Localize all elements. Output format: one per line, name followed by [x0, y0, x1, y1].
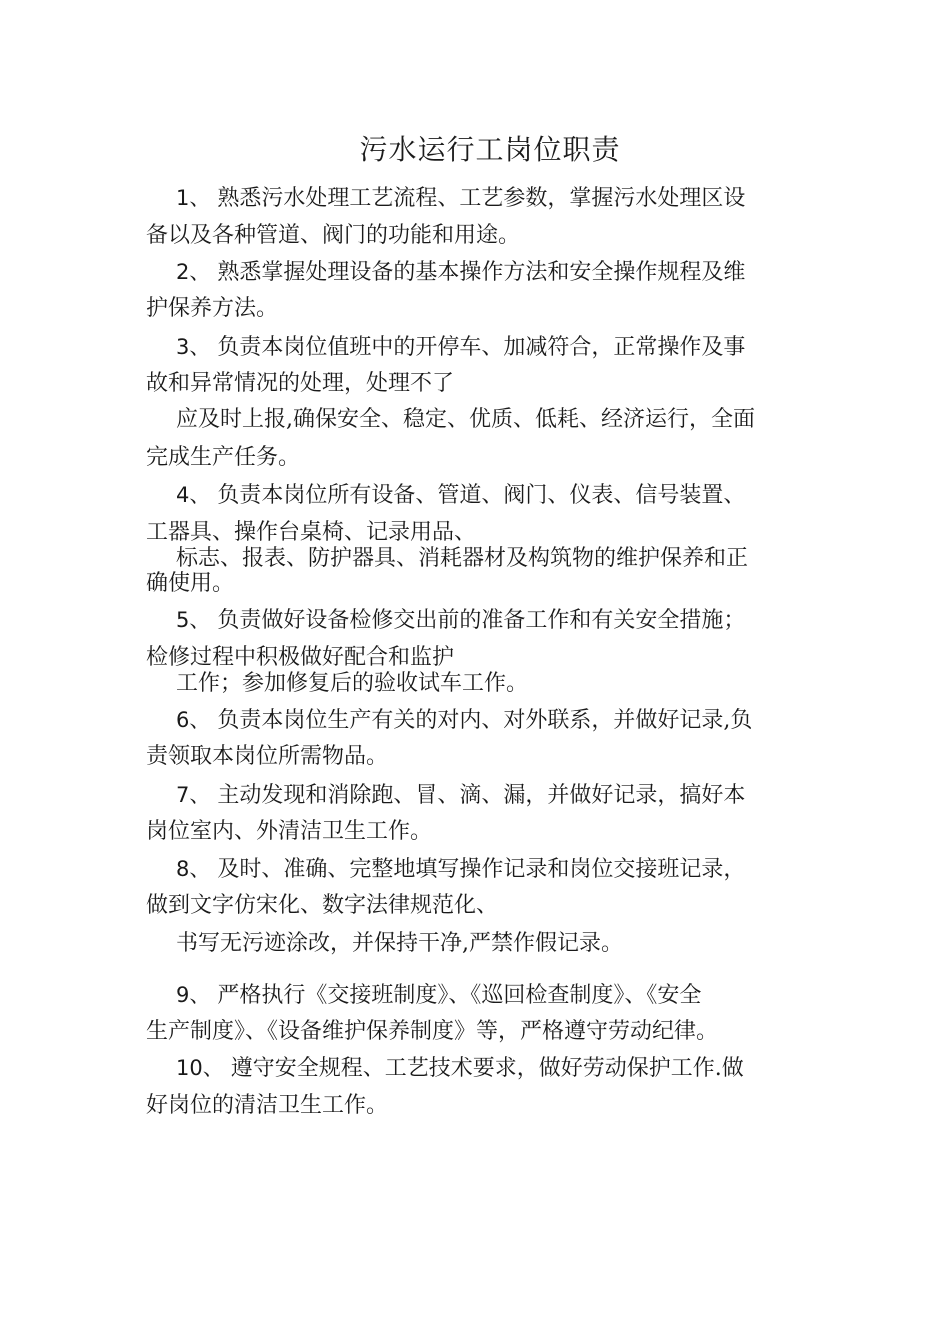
item-5-number: 5、 [176, 608, 211, 632]
item-9-number: 9、 [176, 983, 211, 1007]
item-1-line-1: 1、 熟悉污水处理工艺流程、工艺参数，掌握污水处理区设 [176, 186, 746, 211]
item-9-line-1: 9、 严格执行《交接班制度》、《巡回检查制度》、《安全 [176, 983, 702, 1008]
item-6-number: 6、 [176, 708, 211, 732]
item-2-number: 2、 [176, 260, 211, 284]
item-3-line-4: 完成生产任务。 [146, 445, 301, 470]
item-8-line-1: 8、 及时、准确、完整地填写操作记录和岗位交接班记录， [176, 857, 746, 882]
item-10-line-2: 好岗位的清洁卫生工作。 [146, 1093, 389, 1118]
item-3-line-1: 3、 负责本岗位值班中的开停车、加减符合，正常操作及事 [176, 335, 746, 360]
item-5-line-2: 检修过程中积极做好配合和监护 [146, 645, 455, 670]
item-5-line-1: 5、 负责做好设备检修交出前的准备工作和有关安全措施； [176, 608, 746, 633]
item-6-line-2: 责领取本岗位所需物品。 [146, 744, 389, 769]
item-6-line-1: 6、 负责本岗位生产有关的对内、对外联系，并做好记录,负 [176, 708, 753, 733]
item-4-number: 4、 [176, 483, 211, 507]
item-7-line-2: 岗位室内、外清洁卫生工作。 [146, 819, 433, 844]
item-4-line-2: 工器具、操作台桌椅、记录用品、 [146, 520, 477, 545]
item-4-line-1: 4、 负责本岗位所有设备、管道、阀门、仪表、信号装置、 [176, 483, 746, 508]
item-10-number: 10、 [176, 1056, 224, 1080]
item-3-line-3: 应及时上报,确保安全、稳定、优质、低耗、经济运行，全面 [176, 407, 755, 432]
item-7-number: 7、 [176, 783, 211, 807]
item-4-line-4: 确使用。 [146, 571, 235, 596]
item-3-line-2: 故和异常情况的处理，处理不了 [146, 371, 455, 396]
item-7-line-1: 7、 主动发现和消除跑、冒、滴、漏，并做好记录，搞好本 [176, 783, 746, 808]
item-2-line-1: 2、 熟悉掌握处理设备的基本操作方法和安全操作规程及维 [176, 260, 746, 285]
item-3-number: 3、 [176, 335, 211, 359]
item-4-line-3: 标志、报表、防护器具、消耗器材及构筑物的维护保养和正 [176, 546, 749, 571]
item-9-line-2: 生产制度》、《设备维护保养制度》等，严格遵守劳动纪律。 [146, 1019, 719, 1044]
item-8-line-3: 书写无污迹涂改，并保持干净,严禁作假记录。 [176, 931, 623, 956]
item-1-number: 1、 [176, 186, 211, 210]
item-1-line-2: 备以及各种管道、阀门的功能和用途。 [146, 223, 521, 248]
item-10-line-1: 10、 遵守安全规程、工艺技术要求，做好劳动保护工作.做 [176, 1056, 744, 1081]
item-8-line-2: 做到文字仿宋化、数字法律规范化、 [146, 893, 499, 918]
item-5-line-3: 工作；参加修复后的验收试车工作。 [176, 671, 529, 696]
item-8-number: 8、 [176, 857, 211, 881]
item-2-line-2: 护保养方法。 [146, 296, 279, 321]
page-title: 污水运行工岗位职责 [359, 133, 621, 166]
